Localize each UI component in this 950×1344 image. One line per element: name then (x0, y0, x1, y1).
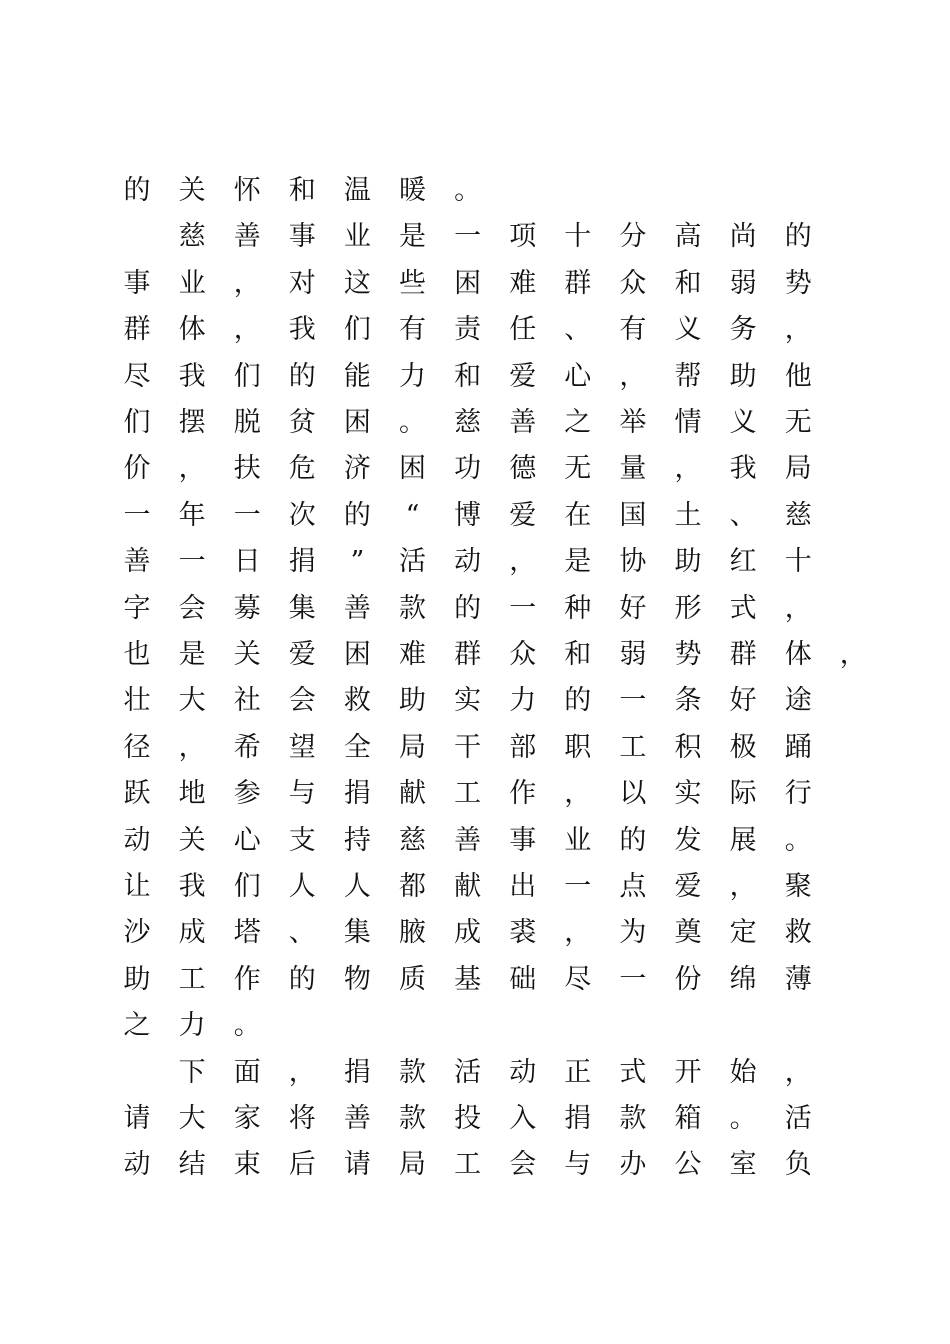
text-char: ， (178, 731, 206, 763)
text-char: 。 (233, 1010, 261, 1042)
text-char: 摆 (178, 407, 206, 438)
text-char: 我 (729, 453, 757, 485)
text-char: 参 (233, 778, 261, 810)
text-char: 活 (399, 546, 426, 578)
text-char: 势 (674, 639, 702, 670)
text-char: ， (288, 1056, 316, 1088)
text-char: 实 (454, 685, 482, 717)
text-char: 助 (399, 685, 426, 717)
text-char: 地 (178, 778, 206, 810)
text-char: 腋 (399, 917, 426, 949)
text-char: 面 (233, 1056, 261, 1088)
text-char: 壮 (123, 685, 151, 717)
text-char: 一 (564, 871, 592, 902)
text-char: 众 (509, 639, 537, 670)
text-char: 有 (619, 314, 647, 346)
text-char: 投 (454, 1103, 482, 1134)
text-char: “ (405, 499, 420, 531)
text-char: 力 (178, 1010, 206, 1042)
text-char: 动 (123, 1149, 151, 1181)
text-line (0, 957, 950, 1003)
text-line (0, 1003, 950, 1049)
text-char: 献 (399, 778, 426, 810)
text-char: 让 (123, 871, 151, 902)
text-char: 奠 (674, 917, 702, 949)
text-char: 集 (343, 917, 371, 949)
text-char: 我 (178, 871, 206, 902)
text-char: ， (564, 917, 592, 949)
text-char: 任 (509, 314, 537, 346)
text-char: 形 (674, 592, 702, 624)
text-char: 字 (123, 592, 151, 624)
text-char: 会 (509, 1149, 537, 1181)
text-char: 动 (509, 1056, 537, 1088)
text-char: 箱 (674, 1103, 702, 1134)
text-char: 定 (729, 917, 757, 949)
text-char: 功 (454, 453, 482, 485)
text-char: ， (784, 592, 812, 624)
text-char: 慈 (399, 824, 426, 856)
text-char: 式 (619, 1056, 647, 1088)
text-char: 聚 (784, 871, 812, 902)
text-char: 群 (564, 267, 592, 299)
text-char: 们 (343, 314, 371, 346)
text-char: 出 (509, 871, 537, 902)
text-char: ” (350, 546, 365, 578)
text-char: 支 (288, 824, 316, 856)
text-char: 请 (343, 1149, 371, 1181)
text-char: 径 (123, 731, 151, 763)
text-char: 业 (343, 221, 371, 253)
text-char: 价 (123, 453, 151, 485)
text-char: 危 (288, 453, 316, 485)
text-char: 困 (454, 267, 482, 299)
text-char: ， (233, 314, 261, 346)
text-char: 础 (509, 963, 537, 995)
text-char: 和 (288, 175, 316, 206)
text-char: 人 (288, 871, 316, 902)
text-char: 的 (454, 592, 482, 624)
text-char: 业 (178, 267, 206, 299)
text-char: 们 (123, 407, 151, 438)
text-char: 善 (454, 824, 482, 856)
text-char: 为 (619, 917, 647, 949)
text-char: 款 (399, 1103, 426, 1134)
text-char: 活 (454, 1056, 482, 1088)
text-char: 干 (454, 731, 482, 763)
text-char: 活 (784, 1103, 812, 1134)
text-char: 和 (674, 267, 702, 299)
text-char: 人 (343, 871, 371, 902)
text-char: 贫 (288, 407, 316, 438)
text-char: 分 (619, 221, 647, 253)
text-char: 尽 (564, 963, 592, 995)
text-char: 塔 (233, 917, 261, 949)
text-char: 局 (784, 453, 812, 485)
text-char: 薄 (784, 963, 812, 995)
text-char: 希 (233, 731, 261, 763)
text-char: 是 (564, 546, 592, 578)
text-char: 工 (178, 963, 206, 995)
text-char: 一 (123, 499, 151, 531)
text-char: 正 (564, 1056, 592, 1088)
text-char: 有 (399, 314, 426, 346)
text-char: 。 (729, 1103, 757, 1134)
text-char: 博 (454, 499, 482, 531)
text-char: ， (729, 871, 757, 902)
text-char: 难 (509, 267, 537, 299)
text-char: 作 (233, 963, 261, 995)
text-char: 款 (399, 592, 426, 624)
text-char: 捐 (564, 1103, 592, 1134)
text-char: 社 (233, 685, 261, 717)
text-char: 困 (343, 639, 371, 670)
text-char: 工 (619, 731, 647, 763)
text-char: 部 (509, 731, 537, 763)
text-char: 成 (454, 917, 482, 949)
text-char: 、 (288, 917, 316, 949)
text-char: 无 (564, 453, 592, 485)
text-char: 款 (399, 1056, 426, 1088)
text-char: 和 (564, 639, 592, 670)
text-line (0, 168, 950, 214)
text-char: 次 (288, 499, 316, 531)
text-char: 绵 (729, 963, 757, 995)
text-char: 发 (674, 824, 702, 856)
text-char: 之 (564, 407, 592, 438)
text-char: 日 (233, 546, 261, 578)
text-char: 献 (454, 871, 482, 902)
text-line (0, 678, 950, 724)
text-char: 慈 (178, 221, 206, 253)
text-char: 势 (784, 267, 812, 299)
text-char: 一 (619, 963, 647, 995)
text-char: 责 (454, 314, 482, 346)
text-char: 、 (729, 499, 757, 531)
text-line (0, 771, 950, 817)
text-line (0, 539, 950, 585)
text-char: 能 (343, 360, 371, 392)
text-char: 份 (674, 963, 702, 995)
text-char: 困 (343, 407, 371, 438)
text-char: 一 (233, 499, 261, 531)
text-char: ， (674, 453, 702, 485)
text-char: 爱 (509, 360, 537, 392)
text-char: 善 (343, 592, 371, 624)
text-char: 工 (454, 1149, 482, 1181)
text-char: 善 (123, 546, 151, 578)
text-char: 怀 (233, 175, 261, 206)
text-char: 将 (288, 1103, 316, 1134)
text-char: 开 (674, 1056, 702, 1088)
text-char: 职 (564, 731, 592, 763)
text-char: 家 (233, 1103, 261, 1134)
text-char: 一 (619, 685, 647, 717)
text-char: 大 (178, 685, 206, 717)
text-char: 后 (288, 1149, 316, 1181)
text-char: 助 (729, 360, 757, 392)
text-char: 室 (729, 1149, 757, 1181)
text-line (0, 1096, 950, 1142)
text-line (0, 261, 950, 307)
text-char: 爱 (674, 871, 702, 902)
text-char: 质 (399, 963, 426, 995)
text-char: 他 (784, 360, 812, 392)
text-char: 捐 (343, 778, 371, 810)
text-char: 工 (454, 778, 482, 810)
text-line (0, 818, 950, 864)
text-char: 行 (784, 778, 812, 810)
text-char: 善 (233, 221, 261, 253)
text-char: 大 (178, 1103, 206, 1134)
text-char: 沙 (123, 917, 151, 949)
text-char: 下 (178, 1056, 206, 1088)
text-char: 动 (123, 824, 151, 856)
text-char: 捐 (288, 546, 316, 578)
text-char: 的 (619, 824, 647, 856)
text-char: 扶 (233, 453, 261, 485)
text-char: 爱 (509, 499, 537, 531)
text-char: ， (178, 453, 206, 485)
text-char: 好 (619, 592, 647, 624)
text-char: 实 (674, 778, 702, 810)
text-char: 也 (123, 639, 151, 670)
text-char: 点 (619, 871, 647, 902)
text-char: 途 (784, 685, 812, 717)
text-char: 众 (619, 267, 647, 299)
text-char: 局 (399, 731, 426, 763)
text-char: 十 (784, 546, 812, 578)
text-char: 事 (123, 267, 151, 299)
text-char: 望 (288, 731, 316, 763)
text-char: 是 (399, 221, 426, 253)
text-char: 心 (564, 360, 592, 392)
text-char: 公 (674, 1149, 702, 1181)
text-char: 高 (674, 221, 702, 253)
text-char: 关 (233, 639, 261, 670)
text-char: 、 (564, 314, 592, 346)
text-char: ， (233, 267, 261, 299)
text-char: 红 (729, 546, 757, 578)
text-char: 裘 (509, 917, 537, 949)
text-char: 募 (233, 592, 261, 624)
text-char: 我 (288, 314, 316, 346)
text-char: 爱 (288, 639, 316, 670)
text-char: 事 (288, 221, 316, 253)
text-char: 力 (399, 360, 426, 392)
text-char: 慈 (454, 407, 482, 438)
text-char: 结 (178, 1149, 206, 1181)
text-char: 义 (674, 314, 702, 346)
text-char: 们 (233, 871, 261, 902)
text-char: 请 (123, 1103, 151, 1134)
text-char: 会 (288, 685, 316, 717)
text-char: 们 (233, 360, 261, 392)
text-char: 动 (454, 546, 482, 578)
text-char: 踊 (784, 731, 812, 763)
text-char: 慈 (784, 499, 812, 531)
text-char: 暖 (399, 175, 426, 206)
text-char: 温 (343, 175, 371, 206)
text-char: 。 (784, 824, 812, 856)
text-char: 帮 (674, 360, 702, 392)
text-char: 负 (784, 1149, 812, 1181)
text-char: 物 (343, 963, 371, 995)
text-char: 力 (509, 685, 537, 717)
text-char: 作 (509, 778, 537, 810)
text-char: 弱 (729, 267, 757, 299)
text-char: 尽 (123, 360, 151, 392)
text-char: 集 (288, 592, 316, 624)
text-char: 都 (399, 871, 426, 902)
text-char: 的 (784, 221, 812, 253)
text-char: 对 (288, 267, 316, 299)
text-char: 体 (178, 314, 206, 346)
text-char: ， (564, 778, 592, 810)
text-char: 德 (509, 453, 537, 485)
text-char: 好 (729, 685, 757, 717)
text-char: 入 (509, 1103, 537, 1134)
text-char: 关 (178, 175, 206, 206)
text-char: 脱 (233, 407, 261, 438)
text-char: 救 (343, 685, 371, 717)
text-char: 展 (729, 824, 757, 856)
text-char: 束 (233, 1149, 261, 1181)
text-char: 弱 (619, 639, 647, 670)
text-char: ， (619, 360, 647, 392)
text-char: 以 (619, 778, 647, 810)
text-char: 种 (564, 592, 592, 624)
text-char: 。 (454, 175, 482, 206)
text-line (0, 725, 950, 771)
text-char: 的 (564, 685, 592, 717)
text-char: 在 (564, 499, 592, 531)
text-char: 始 (729, 1056, 757, 1088)
text-char: 积 (674, 731, 702, 763)
text-char: 捐 (343, 1056, 371, 1088)
text-char: 协 (619, 546, 647, 578)
text-char: 和 (454, 360, 482, 392)
text-char: 是 (178, 639, 206, 670)
text-char: 全 (343, 731, 371, 763)
text-char: 式 (729, 592, 757, 624)
text-line (0, 1142, 950, 1188)
text-char: 这 (343, 267, 371, 299)
text-char: 土 (674, 499, 702, 531)
text-char: ， (509, 546, 537, 578)
text-char: 办 (619, 1149, 647, 1181)
text-line (0, 493, 950, 539)
text-char: 善 (343, 1103, 371, 1134)
text-char: 举 (619, 407, 647, 438)
text-char: 跃 (123, 778, 151, 810)
text-char: 助 (123, 963, 151, 995)
text-char: 国 (619, 499, 647, 531)
text-line (0, 214, 950, 260)
text-line (0, 910, 950, 956)
text-char: 心 (233, 824, 261, 856)
text-char: 事 (509, 824, 537, 856)
text-char: 尚 (729, 221, 757, 253)
text-char: 。 (399, 407, 426, 438)
text-char: 困 (399, 453, 426, 485)
text-char: ， (784, 314, 812, 346)
text-char: 会 (178, 592, 206, 624)
text-char: 的 (123, 175, 151, 206)
text-char: 业 (564, 824, 592, 856)
text-char: 款 (619, 1103, 647, 1134)
text-line (0, 446, 950, 492)
text-char: 我 (178, 360, 206, 392)
text-char: 义 (729, 407, 757, 438)
text-char: 际 (729, 778, 757, 810)
text-line (0, 1050, 950, 1096)
text-char: 群 (123, 314, 151, 346)
text-line (0, 864, 950, 910)
text-char: 务 (729, 314, 757, 346)
text-char: 成 (178, 917, 206, 949)
text-char: 群 (729, 639, 757, 670)
text-char: 助 (674, 546, 702, 578)
text-char: 一 (178, 546, 206, 578)
text-char: 之 (123, 1010, 151, 1042)
text-char: 与 (564, 1149, 592, 1181)
text-char: ， (784, 1056, 812, 1088)
text-char: 的 (288, 360, 316, 392)
text-char: 无 (784, 407, 812, 438)
text-char: 的 (288, 963, 316, 995)
text-char: 持 (343, 824, 371, 856)
text-char: 项 (509, 221, 537, 253)
text-char: 善 (509, 407, 537, 438)
text-char: 些 (399, 267, 426, 299)
text-line (0, 586, 950, 632)
text-char: 关 (178, 824, 206, 856)
text-line (0, 354, 950, 400)
text-char: 难 (399, 639, 426, 670)
text-char: 年 (178, 499, 206, 531)
text-line (0, 307, 950, 353)
text-line (0, 400, 950, 446)
text-char: 十 (564, 221, 592, 253)
text-char: 条 (674, 685, 702, 717)
text-char: 与 (288, 778, 316, 810)
text-char: 局 (399, 1149, 426, 1181)
text-char: 群 (454, 639, 482, 670)
text-char: 基 (454, 963, 482, 995)
text-char: 济 (343, 453, 371, 485)
text-char: 情 (674, 407, 702, 438)
text-char: 一 (509, 592, 537, 624)
text-char: 体 (784, 639, 812, 670)
text-char: 的 (343, 499, 371, 531)
text-char: 一 (454, 221, 482, 253)
text-char: 救 (784, 917, 812, 949)
text-char: 极 (729, 731, 757, 763)
text-char: 量 (619, 453, 647, 485)
text-char: ， (839, 639, 867, 670)
text-line (0, 632, 950, 678)
